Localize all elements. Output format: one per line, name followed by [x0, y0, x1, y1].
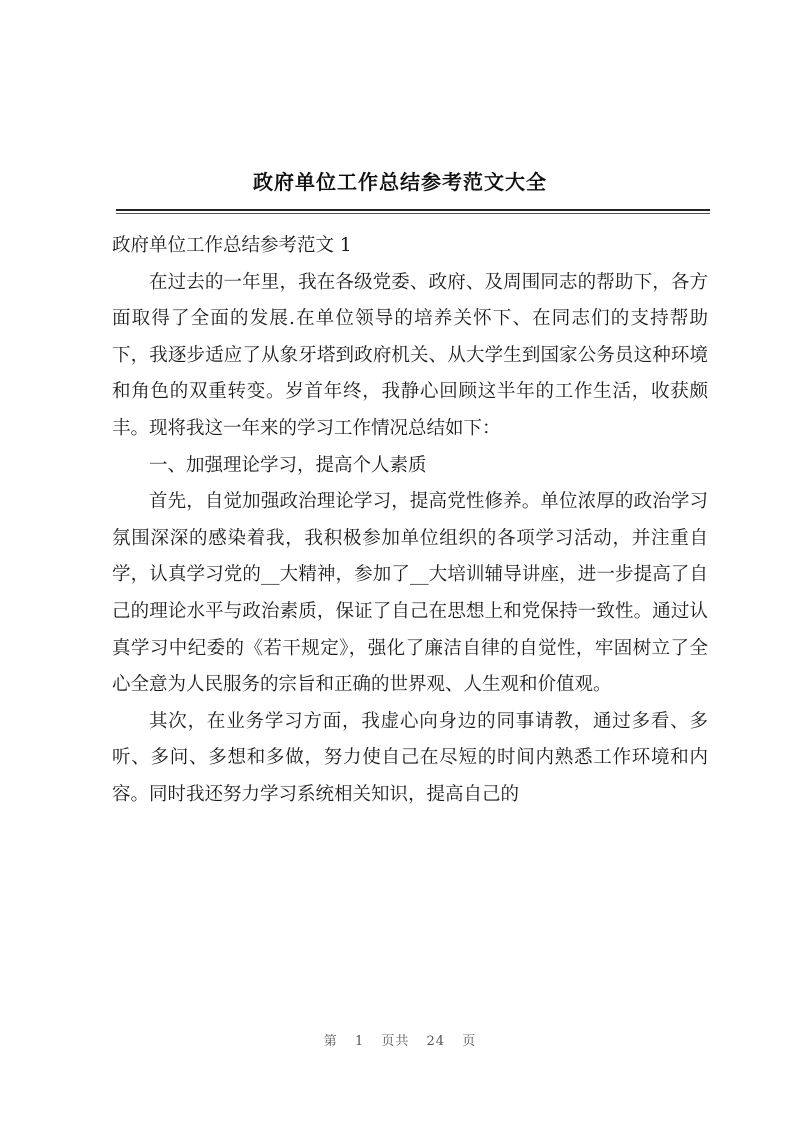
footer-total-pages: 24	[426, 1034, 446, 1049]
footer-mid: 页共	[381, 1034, 410, 1049]
title-divider-thin	[116, 213, 710, 214]
page-footer	[0, 1030, 800, 1049]
section-heading: 政府单位工作总结参考范文 1	[112, 235, 352, 256]
paragraph-intro: 在过去的一年里，我在各级党委、政府、及周围同志的帮助下，各方面取得了全面的发展.在单位领导的培养关怀下、在同志们的支持帮助下，我逐步适应了从象牙塔到政府机关、从大学生到国家公务员这种环境和角色的双重转变。岁首年终，我静心回顾这半年的工作生活，收获颇丰。现将我这一年来的学习工作情况总结如下：	[112, 271, 708, 439]
footer-suffix: 页	[462, 1034, 477, 1049]
paragraph-second: 其次，在业务学习方面，我虚心向身边的同事请教，通过多看、多听、多问、多想和多做，努力使自己在尽短的时间内熟悉工作环境和内容。同时我还努力学习系统相关知识，提高自己的	[112, 710, 708, 805]
document-title: 政府单位工作总结参考范文大全	[253, 170, 547, 194]
title-divider	[116, 209, 710, 211]
footer-prefix: 第	[323, 1034, 338, 1049]
paragraph-first: 首先，自觉加强政治理论学习，提高党性修养。单位浓厚的政治学习氛围深深的感染着我，我积极参加单位组织的各项学习活动，并注重自学，认真学习党的__大精神，参加了__大培训辅导讲座，进一步提高了自己的理论水平与政治素质，保证了自己在思想上和党保持一致性。通过认真学习中纪委的《若干规定》，强化了廉洁自律的自觉性，牢固树立了全心全意为人民服务的宗旨和正确的世界观、人生观和价值观。	[112, 491, 708, 696]
document-body	[112, 228, 708, 814]
paragraph-subheading: 一、加强理论学习，提高个人素质	[149, 454, 427, 476]
footer-page-number: 1	[354, 1034, 365, 1049]
